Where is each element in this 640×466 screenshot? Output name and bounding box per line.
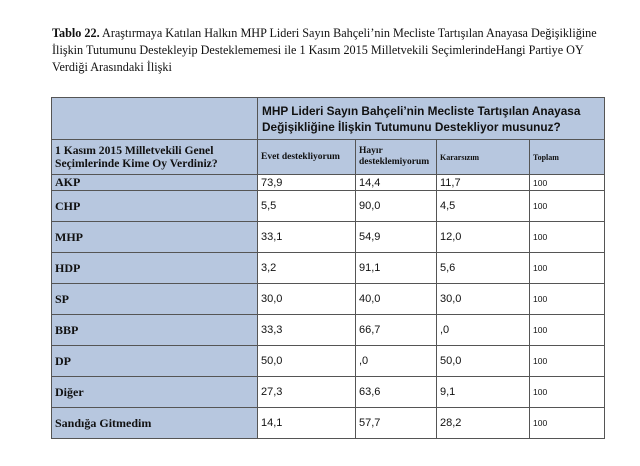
table-caption <box>52 25 612 76</box>
table-row <box>52 377 605 408</box>
total-cell: 100 <box>530 253 605 284</box>
value-cell: 33,3 <box>258 315 356 346</box>
total-cell: 100 <box>530 315 605 346</box>
value-cell: 4,5 <box>437 191 530 222</box>
value-cell: 27,3 <box>258 377 356 408</box>
value-cell: 66,7 <box>356 315 437 346</box>
value-cell: 90,0 <box>356 191 437 222</box>
table-row <box>52 408 605 439</box>
party-cell: Diğer <box>52 377 258 408</box>
value-cell: 30,0 <box>258 284 356 315</box>
column-header-total: Toplam <box>530 140 605 175</box>
caption-text: Araştırmaya Katılan Halkın MHP Lideri Sayın Bahçeli’nin Mecliste Tartışılan Anayasa Değişikliğine İlişkin Tutumunu Destekleyip Desteklememesi ile 1 Kasım 2015 Milletvekili SeçimlerindeHangi Partiye OY Verdiği Arasındaki İlişki <box>52 26 597 74</box>
value-cell: 91,1 <box>356 253 437 284</box>
party-cell: AKP <box>52 175 258 191</box>
data-table <box>51 97 605 439</box>
party-cell: SP <box>52 284 258 315</box>
table-row <box>52 222 605 253</box>
total-cell: 100 <box>530 191 605 222</box>
value-cell: 33,1 <box>258 222 356 253</box>
value-cell: 57,7 <box>356 408 437 439</box>
value-cell: 28,2 <box>437 408 530 439</box>
question-header: MHP Lideri Sayın Bahçeli’nin Mecliste Tartışılan Anayasa Değişikliğine İlişkin Tutumunu Destekliyor musunuz? <box>258 98 605 140</box>
column-header-yes: Evet destekliyorum <box>258 140 356 175</box>
value-cell: 54,9 <box>356 222 437 253</box>
value-cell: 50,0 <box>437 346 530 377</box>
total-cell: 100 <box>530 346 605 377</box>
total-cell: 100 <box>530 377 605 408</box>
party-cell: Sandığa Gitmedim <box>52 408 258 439</box>
value-cell: 3,2 <box>258 253 356 284</box>
value-cell: 40,0 <box>356 284 437 315</box>
table-row <box>52 191 605 222</box>
value-cell: 9,1 <box>437 377 530 408</box>
party-cell: HDP <box>52 253 258 284</box>
total-cell: 100 <box>530 222 605 253</box>
total-cell: 100 <box>530 175 605 191</box>
total-cell: 100 <box>530 408 605 439</box>
party-cell: BBP <box>52 315 258 346</box>
value-cell: 63,6 <box>356 377 437 408</box>
table-body <box>52 175 605 439</box>
value-cell: 12,0 <box>437 222 530 253</box>
table-row <box>52 253 605 284</box>
table-row <box>52 346 605 377</box>
value-cell: ,0 <box>437 315 530 346</box>
value-cell: 73,9 <box>258 175 356 191</box>
total-cell: 100 <box>530 284 605 315</box>
value-cell: 5,6 <box>437 253 530 284</box>
party-cell: MHP <box>52 222 258 253</box>
value-cell: 5,5 <box>258 191 356 222</box>
caption-lead: Tablo 22. <box>52 26 100 40</box>
row-group-header: 1 Kasım 2015 Milletvekili Genel Seçimlerinde Kime Oy Verdiniz? <box>52 140 258 175</box>
value-cell: 14,4 <box>356 175 437 191</box>
value-cell: 30,0 <box>437 284 530 315</box>
table-row <box>52 315 605 346</box>
value-cell: ,0 <box>356 346 437 377</box>
corner-cell <box>52 98 258 140</box>
value-cell: 50,0 <box>258 346 356 377</box>
value-cell: 11,7 <box>437 175 530 191</box>
table-row <box>52 284 605 315</box>
table-row <box>52 175 605 191</box>
column-header-undecided: Kararsızım <box>437 140 530 175</box>
column-header-no: Hayır desteklemiyorum <box>356 140 437 175</box>
party-cell: CHP <box>52 191 258 222</box>
value-cell: 14,1 <box>258 408 356 439</box>
party-cell: DP <box>52 346 258 377</box>
